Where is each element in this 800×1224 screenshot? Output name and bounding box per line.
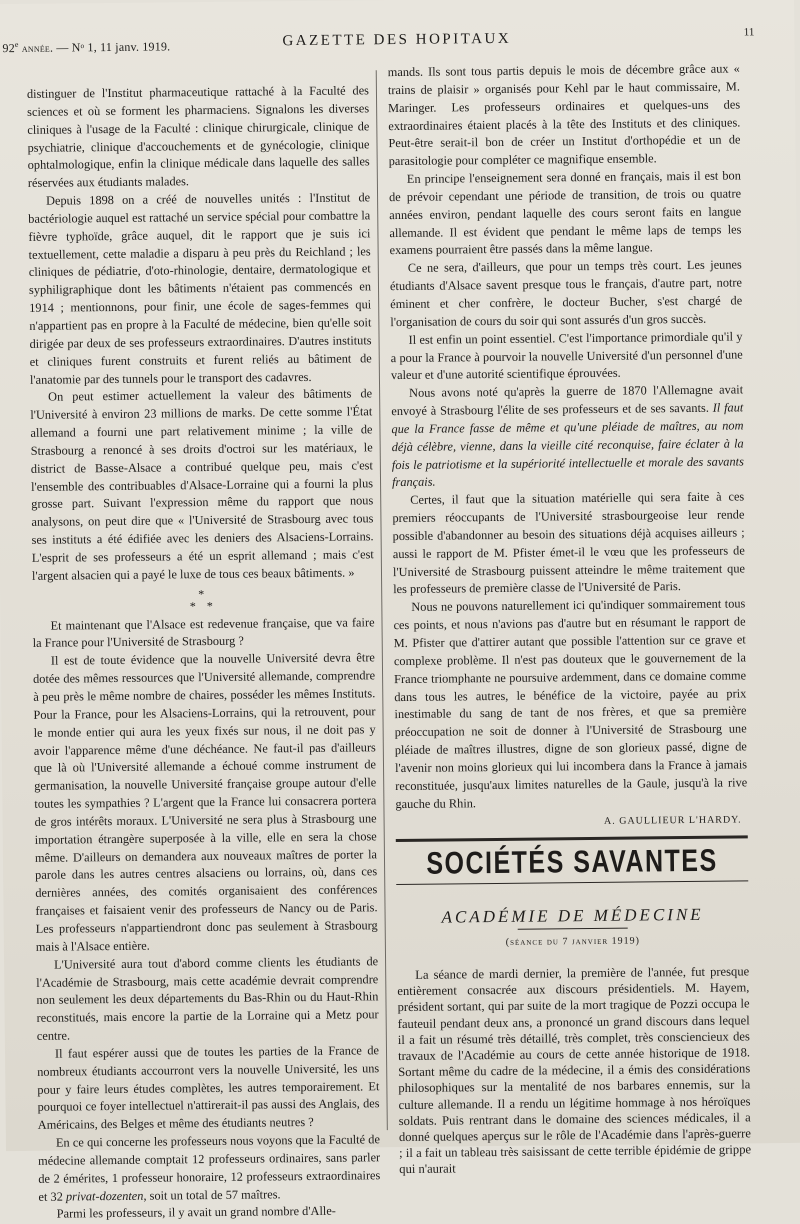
paragraph: Il est de toute évidence que la nouvelle Université devra être dotée des mêmes ressources que l'Université allemande, comprendre à peu près le même nombre de chaires, posséder les mêmes Instituts. Pour la France, pour les Alsaciens-Lorrains, qui la retrouvent, pour le monde entier qui aura les yeux fixés sur nous, il ne doit pas y avoir l'apparence même d'une déchéance. Ne faut-il pas d'ailleurs que là où l'Université allemande a échoué comme instrument de germanisation, la nouvelle Université française groupe autour d'elle toutes les sympathies ? L'argent que la France lui consacrera portera de gros intérêts moraux. L'Université ne sera plus à Strasbourg une importation étrangère superposée à la ville, elle en sera la chose même. D'ailleurs on demandera aux nouveaux maîtres de porter la parole dans les autres centres alsaciens ou lorrains, où, dans ces dernières années, des comités organisaient des conférences françaises et faisaient venir des professeurs de Nancy ou de Paris. Les professeurs n'appartiendront donc pas seulement à Strasbourg mais à l'Alsace entière.	[33, 650, 378, 954]
paragraph	[38, 1131, 381, 1206]
paragraph: Et maintenant que l'Alsace est redevenue française, que va faire la France pour l'Université de Strasbourg ?	[32, 614, 375, 651]
session-date	[397, 931, 749, 953]
issue-info	[2, 38, 170, 56]
right-column	[388, 60, 752, 1177]
paragraph: Il faut espérer aussi que de toutes les parties de la France de nombreux étudiants accourront vers la nouvelle Université, les uns pour y faire leurs études complètes, les autres temporairement. Et pourquoi ce foyer intellectuel n'attirerait-il pas aussi des Anglais, des Américains, des Belges et même des étudiants neutres ?	[37, 1043, 380, 1133]
author-signature: A. GAULLIEUR L'HARDY.	[603, 814, 742, 828]
paragraph-text: Nous avons noté qu'après la guerre de 1870 l'Allemagne avait envoyé à Strasbourg l'élite de ses professeurs et de ses savants.	[391, 382, 744, 419]
emphasis: Il faut que la France fasse de même et qu'une pléiade de maîtres, au nom déjà célèbre, vienne, dans la vieille cité reconquise, faire éclater à la fois le patriotisme et la supériorité intellectuelle et morale des savants français.	[391, 400, 744, 490]
paragraph: La séance de mardi dernier, la première de l'année, fut presque entièrement consacrée aux discours présidentiels. M. Hayem, président sortant, qui par suite de la mort tragique de Pozzi occupa le fauteuil pendant deux ans, a prononcé un grand discours dans lequel il a fait un résumé très détaillé, très complet, très consciencieux des travaux de l'Académie au cours de cette année historique de 1918. Sortant même du cadre de la médecine, il a émis des considérations philosophiques sur la mentalité de nos barbares ennemis, sur la culture allemande. Il a rendu un légitime hommage à nos héroïques soldats. Puis rentrant dans le domaine des sciences médicales, il a donné quelques aperçus sur le rôle de l'Académie dans l'après-guerre ; il a fait un tableau très saisissant de cette terrible épidémie de grippe qui n'aurait	[397, 964, 752, 1177]
paragraph: Certes, il faut que la situation matérielle qui sera faite à ces premiers réoccupants de l'Université strasbourgeoise leur rende possible d'abandonner au besoin des situations déjà acquises ailleurs ; aussi le rapport de M. Pfister émet-il le vœu que les professeurs de l'Université de Strasbourg puissent atteindre le même traitement que les professeurs de première classe de l'Université de Paris.	[392, 489, 746, 597]
paragraph: Depuis 1898 on a créé de nouvelles unités : l'Institut de bactériologie auquel est rattaché un service spécial pour combattre la fièvre typhoïde, grâce auquel, dit le rapport que je suis ici textuellement, cette maladie a disparu à peu près du Reichland ; les cliniques de pédiatrie, d'oto-rhinologie, dentaire, dermatologique et syphiligraphique dont les bâtiments n'étaient pas commencés en 1914 ; mentionnons, pour finir, une école de sages-femmes qui n'appartient pas en propre à la Faculté de médecine, bien qu'elle soit dirigée par deux de ses professeurs extraordinaires. D'autres instituts et cliniques furent construits et furent reliés au bâtiment de l'anatomie par des tunnels pour le transport des cadavres.	[28, 190, 372, 387]
paragraph: En principe l'enseignement sera donné en français, mais il est bon de prévoir cependant une période de transition, de trois ou quatre années environ, pendant laquelle des cours seront faits en langue allemande. Il est évident que pendant le même laps de temps les examens pourraient être passés dans la même langue.	[388, 168, 742, 258]
paragraph: mands. Ils sont tous partis depuis le mois de décembre grâce aux « trains de plaisir » organisés pour Kehl par le haut commissaire, M. Maringer. Les professeurs ordinaires et quelques-uns des extraordinaires étaient placés à la tête des Instituts et des cliniques. Peut-être serait-il bon de créer un Institut d'orthopédie et un de parasitologie pour compléter ce magnifique ensemble.	[387, 61, 741, 169]
journal-title: GAZETTE DES HOPITAUX	[282, 30, 512, 50]
paragraph	[391, 382, 744, 493]
issue-year-suffix: e	[14, 39, 19, 50]
academy-title: ACADÉMIE DE MÉDECINE	[441, 905, 704, 927]
left-column	[27, 82, 381, 1224]
emphasis: privat-dozenten	[65, 1188, 144, 1204]
academy-rule	[518, 928, 628, 930]
paragraph: Nous ne pouvons naturellement ici qu'indiquer sommairement tous ces points, et nous n'avions pas d'autre but en résumant le rapport de M. Pfister que d'attirer autant que possible l'attention sur ce grave et complexe problème. Il n'est pas douteux que le gouvernement de la France triomphante ne poursuive ardemment, dans ce domaine comme dans tous les autres, le bénéfice de la victoire, payée au prix inestimable du sang de tant de nos frères, et que sa première préoccupation ne soit de donner à l'Université de Strasbourg une pléiade de maîtres illustres, digne de son glorieux passé, digne de l'avenir non moins glorieux qui lui incombera dans la France à jamais reconstituée, jusqu'aux limites naturelles de la Gaule, jusqu'à la rive gauche du Rhin.	[393, 596, 748, 811]
paragraph: L'Université aura tout d'abord comme clients les étudiants de l'Académie de Strasbourg, mais cette académie devrait comprendre non seulement les deux départements du Bas-Rhin ou du Haut-Rhin reconstitués, mais encore la partie de la Lorraine qui a Metz pour centre.	[36, 953, 379, 1043]
session-label: (séance du 7 janvier 1919)	[505, 935, 640, 949]
paragraph-text: En ce qui concerne les professeurs nous voyons que la Faculté de médecine allemande comptait 12 professeurs ordinaires, sans parler de 2 émérites, 1 professeur honoraire, 12 professeurs extraordinaires et 32	[38, 1132, 381, 1204]
paragraph: Ce ne sera, d'ailleurs, que pour un temps très court. Les jeunes étudiants d'Alsace savent presque tous le français, d'autre part, notre éminent et cher confrère, le docteur Bucher, s'est chargé de l'organisation de cours du soir qui sont assurés d'un gros succès.	[389, 257, 743, 329]
paragraph: Parmi les professeurs, il y avait un grand nombre d'Alle-	[56, 1204, 336, 1222]
section-separator: * * *	[189, 586, 217, 613]
paragraph-text: , soit un total de 57 maîtres.	[143, 1186, 281, 1203]
issue-year-label: année.	[21, 40, 54, 55]
paragraph: On peut estimer actuellement la valeur des bâtiments de l'Université à environ 23 millions de marks. De cette somme l'État allemand a fourni une part relativement minime ; la ville de Strasbourg a renoncé à ses droits d'octroi sur les matériaux, le district de Basse-Alsace a contribué quelque peu, mais c'est l'ensemble des contribuables d'Alsace-Lorraine qui a fourni la plus grosse part. Suivant l'expression même du rapport que nous analysons, on peut dire que « l'Université de Strasbourg avec tous ses instituts a été édifiée avec les deniers des Alsaciens-Lorrains. L'esprit de ses professeurs a été un esprit allemand ; mais c'est l'argent alsacien qui a payé le luxe de tous ces beaux bâtiments. »	[30, 386, 374, 583]
section-title: SOCIÉTÉS SAVANTES	[426, 843, 718, 882]
paragraph: Il est enfin un point essentiel. C'est l'importance primordiale qu'il y a pour la France à pourvoir la nouvelle Université d'un personnel d'une valeur et d'une autorité scientifique éprouvées.	[390, 329, 743, 383]
issue-number: — Nᵒ 1, 11 janv. 1919.	[56, 39, 171, 55]
paragraph: distinguer de l'Institut pharmaceutique rattaché à la Faculté des sciences et où se forment les pharmaciens. Signalons les diverses cliniques à l'usage de la Faculté : clinique chirurgicale, clinique de psychiatrie, clinique d'accouchements et de gynécologie, clinique ophtalmologique, enfin la clinique médicale dans laquelle des salles réservées aux étudiants malades.	[26, 83, 370, 191]
issue-year-number: 92	[2, 41, 15, 56]
page-number: 11	[743, 26, 755, 39]
